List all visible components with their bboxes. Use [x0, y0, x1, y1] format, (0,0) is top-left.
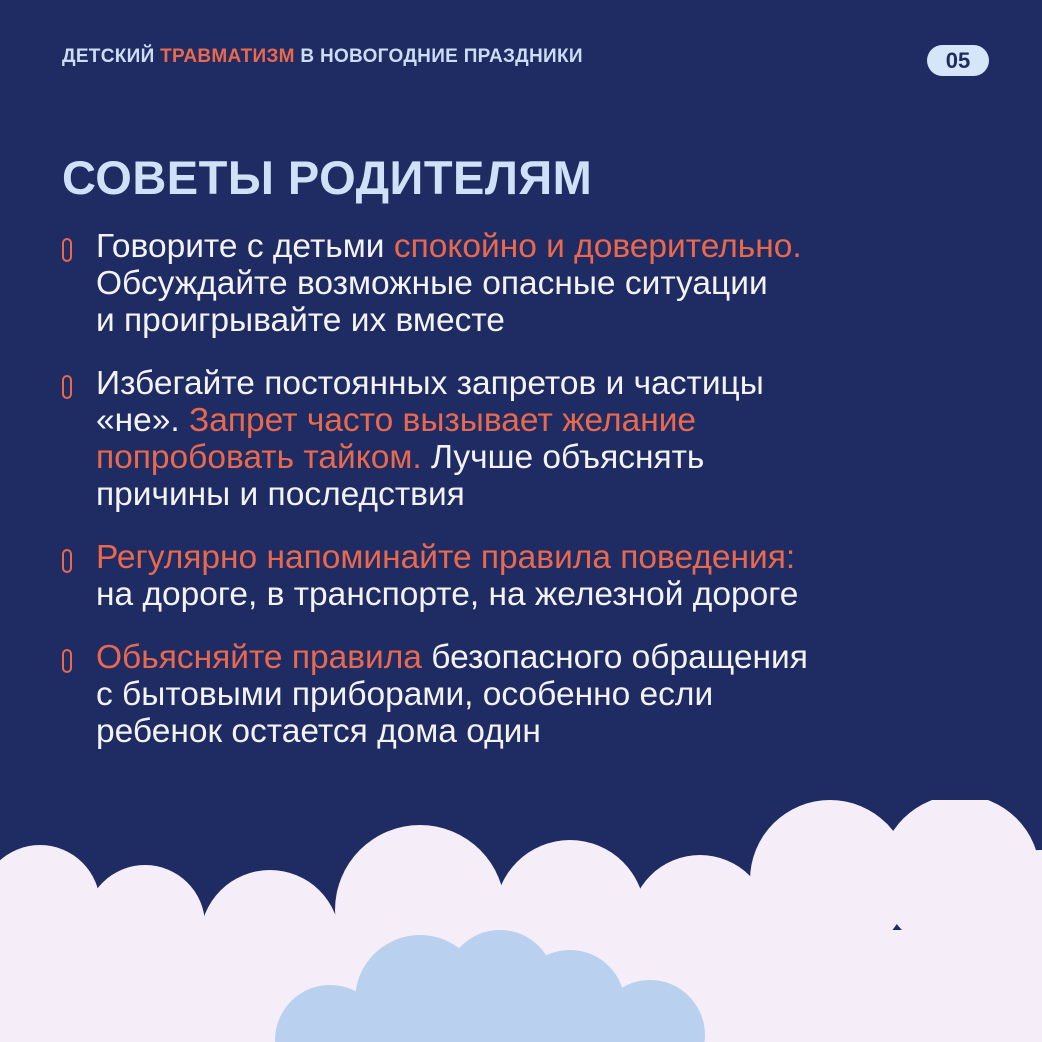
- item-text: на дороге, в транспорте, на железной дороге: [96, 576, 799, 613]
- item-text: безопасного обращения: [421, 639, 808, 676]
- item-highlight: спокойно и доверительно.: [393, 228, 802, 265]
- item-text: Избегайте постоянных запретов и частицы: [96, 365, 764, 402]
- header-accent: ТРАВМАТИЗМ: [160, 46, 295, 67]
- list-item: [60, 639, 990, 750]
- item-text: ребенок остается дома один: [96, 713, 541, 750]
- header-part-2: В НОВОГОДНИЕ ПРАЗДНИКИ: [294, 46, 583, 67]
- item-highlight: попробовать тайком.: [96, 439, 422, 476]
- item-highlight: Обьясняйте правила: [96, 639, 422, 676]
- tips-list: [60, 228, 990, 750]
- header-part-1: ДЕТСКИЙ: [62, 46, 161, 67]
- item-highlight: Регулярно напоминайте правила поведения:: [96, 539, 796, 576]
- list-item: [60, 228, 990, 339]
- bullet-icon: [62, 549, 72, 573]
- item-text: и проигрывайте их вместе: [96, 302, 505, 339]
- header-title: [62, 46, 583, 68]
- item-highlight: Запрет часто вызывает желание: [189, 402, 697, 439]
- list-item: [60, 539, 990, 613]
- clouds-decoration: [0, 800, 1042, 1042]
- item-text: с бытовыми приборами, особенно если: [96, 676, 714, 713]
- page-title: СОВЕТЫ РОДИТЕЛЯМ: [62, 151, 593, 204]
- item-text: «не».: [96, 402, 190, 439]
- bullet-icon: [62, 375, 72, 399]
- item-text: Говорите с детьми: [96, 228, 394, 265]
- item-text: причины и последствия: [96, 476, 465, 513]
- item-text: Лучше объяснять: [421, 439, 705, 476]
- bullet-icon: [62, 649, 72, 673]
- bullet-icon: [62, 238, 72, 262]
- page-number-badge: 05: [927, 45, 989, 76]
- list-item: [60, 365, 990, 513]
- item-text: Обсуждайте возможные опасные ситуации: [96, 265, 768, 302]
